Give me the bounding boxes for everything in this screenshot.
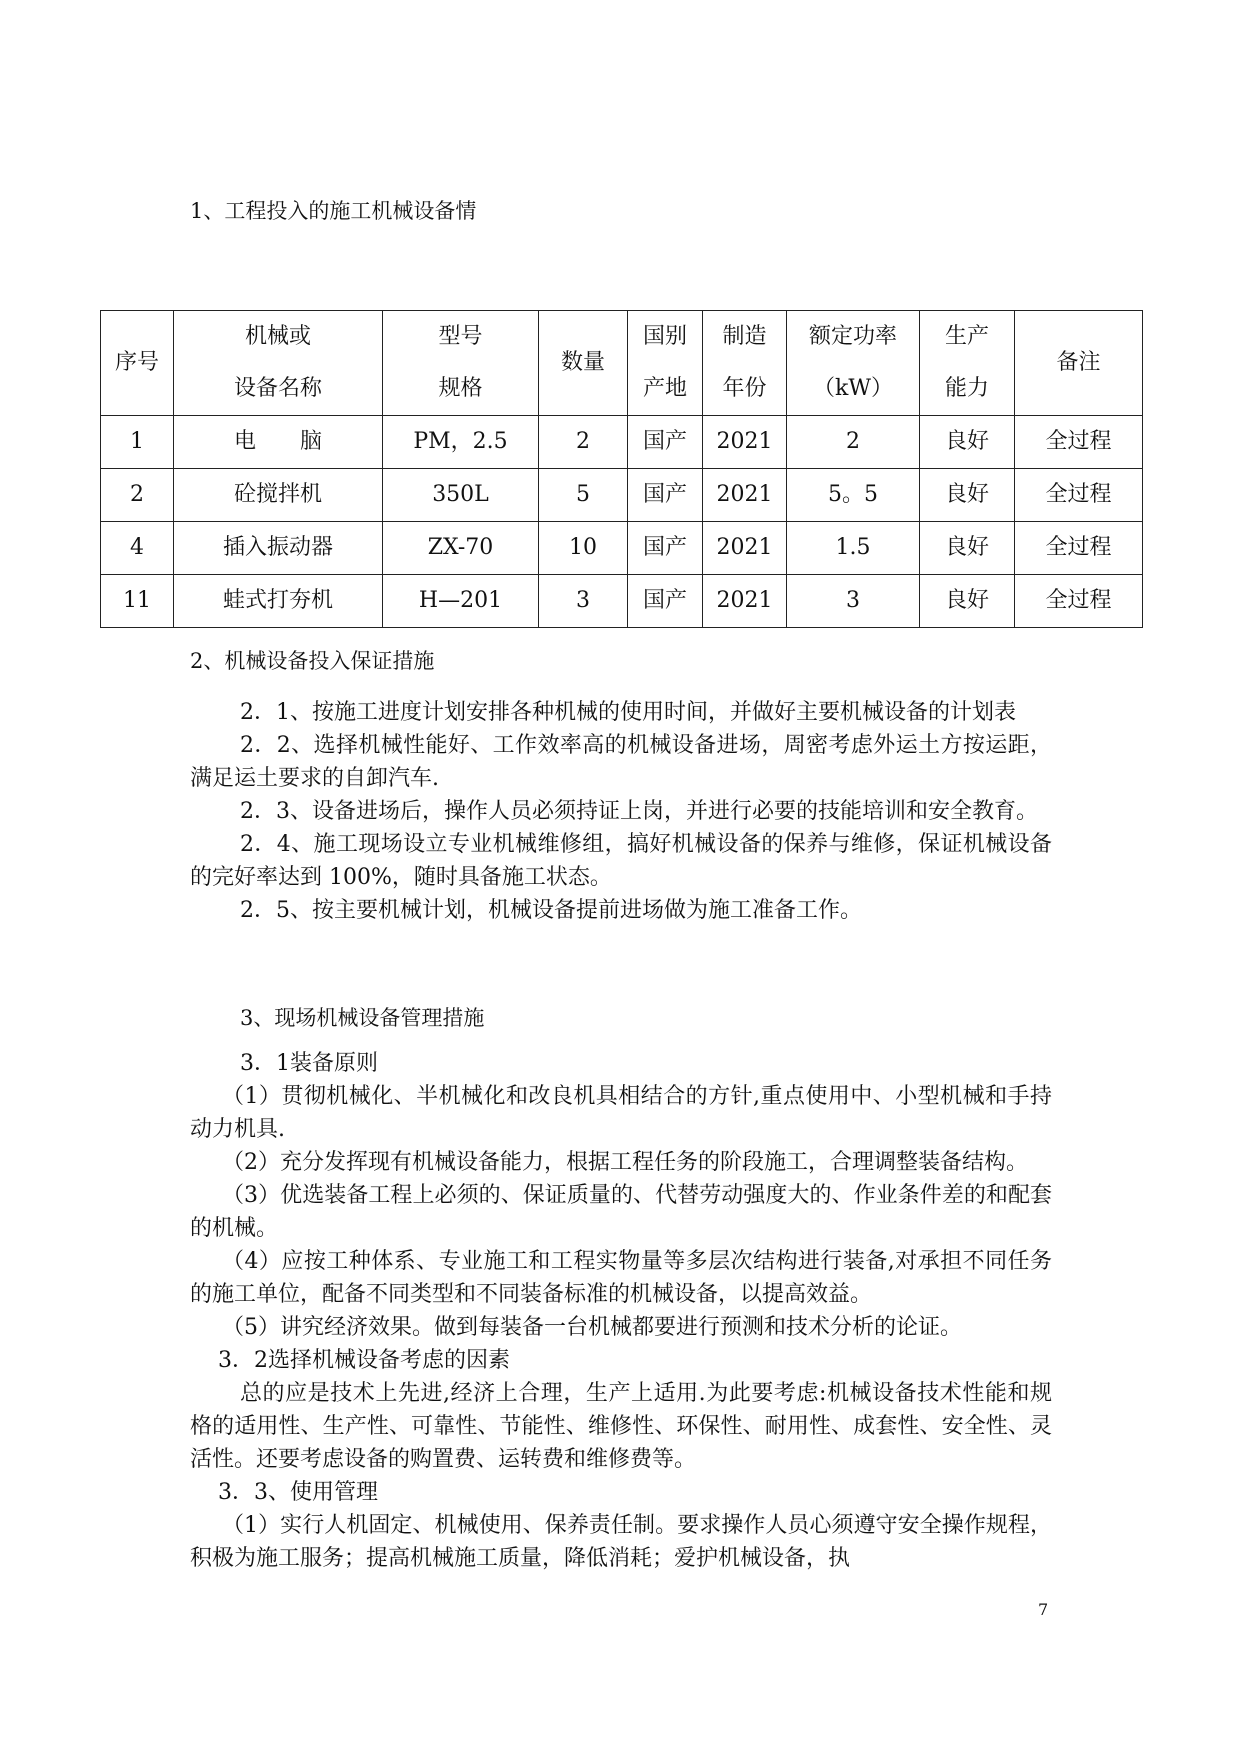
subsection-title: 3．3、使用管理 [218,1480,378,1505]
section3-item: （1）贯彻机械化、半机械化和改良机具相结合的方针,重点使用中、小型机械和手持动力机具. [190,1084,1052,1142]
cell-capacity: 良好 [920,575,1015,628]
section3-paragraph: （1）实行人机固定、机械使用、保养责任制。要求操作人员心须遵守安全操作规程，积极为施工服务；提高机械施工质量，降低消耗；爱护机械设备，执 [190,1513,1052,1571]
cell-year: 2021 [703,416,787,469]
cell-name: 电 脑 [174,416,383,469]
section3-paragraph: 总的应是技术上先进,经济上合理，生产上适用.为此要考虑:机械设备技术性能和规格的适用性、生产性、可靠性、节能性、维修性、环保性、耐用性、成套性、安全性、灵活性。还要考虑设备的购置费、运转费和维修费等。 [190,1381,1052,1472]
cell-origin: 国产 [628,416,703,469]
section3-item: （3）优选装备工程上必须的、保证质量的、代替劳动强度大的、作业条件差的和配套的机械。 [190,1183,1052,1241]
section3-item: （5）讲究经济效果。做到每装备一台机械都要进行预测和技术分析的论证。 [222,1315,962,1340]
header-note: 备注 [1015,311,1143,416]
cell-model: H—201 [383,575,539,628]
cell-note: 全过程 [1015,469,1143,522]
cell-power: 3 [787,575,920,628]
cell-year: 2021 [703,522,787,575]
cell-qty: 10 [539,522,628,575]
cell-seq: 2 [101,469,174,522]
cell-model: ZX-70 [383,522,539,575]
cell-model: PM，2.5 [383,416,539,469]
cell-note: 全过程 [1015,416,1143,469]
section2-item: 2．5、按主要机械计划，机械设备提前进场做为施工准备工作。 [240,898,862,923]
table-row [101,575,1143,628]
cell-name: 砼搅拌机 [174,469,383,522]
section2-item: 2．2、选择机械性能好、工作效率高的机械设备进场，周密考虑外运土方按运距，满足运土要求的自卸汽车. [190,733,1052,791]
cell-power: 1.5 [787,522,920,575]
cell-origin: 国产 [628,469,703,522]
cell-seq: 11 [101,575,174,628]
cell-model: 350L [383,469,539,522]
subsection-title: 3．1装备原则 [240,1051,378,1076]
section3-body [190,1047,1052,1575]
cell-note: 全过程 [1015,522,1143,575]
header-origin: 国别 产地 [628,311,703,416]
equipment-table [100,310,1143,628]
section2-title: 2、机械设备投入保证措施 [190,649,435,673]
cell-name: 蛙式打夯机 [174,575,383,628]
section2-item: 2．1、按施工进度计划安排各种机械的使用时间，并做好主要机械设备的计划表 [240,700,1016,725]
cell-year: 2021 [703,575,787,628]
header-seq: 序号 [101,311,174,416]
cell-qty: 5 [539,469,628,522]
table-row [101,416,1143,469]
section1-title: 1、工程投入的施工机械设备情 [190,199,477,223]
cell-qty: 3 [539,575,628,628]
cell-capacity: 良好 [920,522,1015,575]
section3-title: 3、现场机械设备管理措施 [240,1006,485,1030]
cell-power: 2 [787,416,920,469]
cell-note: 全过程 [1015,575,1143,628]
table-row [101,469,1143,522]
subsection-title: 3．2选择机械设备考虑的因素 [218,1348,510,1373]
header-name: 机械或 设备名称 [174,311,383,416]
header-capacity: 生产 能力 [920,311,1015,416]
cell-capacity: 良好 [920,469,1015,522]
table-header-row [101,311,1143,416]
section2-item: 2．4、施工现场设立专业机械维修组，搞好机械设备的保养与维修，保证机械设备的完好率达到 100%，随时具备施工状态。 [190,832,1052,890]
cell-origin: 国产 [628,575,703,628]
cell-power: 5。5 [787,469,920,522]
header-power: 额定功率 （kW） [787,311,920,416]
section3-item: （2）充分发挥现有机械设备能力，根据工程任务的阶段施工，合理调整装备结构。 [222,1150,1028,1175]
header-qty: 数量 [539,311,628,416]
cell-origin: 国产 [628,522,703,575]
page-number: 7 [1038,1600,1049,1619]
header-year: 制造 年份 [703,311,787,416]
cell-capacity: 良好 [920,416,1015,469]
cell-seq: 1 [101,416,174,469]
table-row [101,522,1143,575]
header-model: 型号 规格 [383,311,539,416]
section2-body [190,696,1052,927]
cell-year: 2021 [703,469,787,522]
cell-name: 插入振动器 [174,522,383,575]
section2-item: 2．3、设备进场后，操作人员必须持证上岗，并进行必要的技能培训和安全教育。 [240,799,1038,824]
cell-seq: 4 [101,522,174,575]
section3-item: （4）应按工种体系、专业施工和工程实物量等多层次结构进行装备,对承担不同任务的施工单位，配备不同类型和不同装备标准的机械设备，以提高效益。 [190,1249,1052,1307]
cell-qty: 2 [539,416,628,469]
